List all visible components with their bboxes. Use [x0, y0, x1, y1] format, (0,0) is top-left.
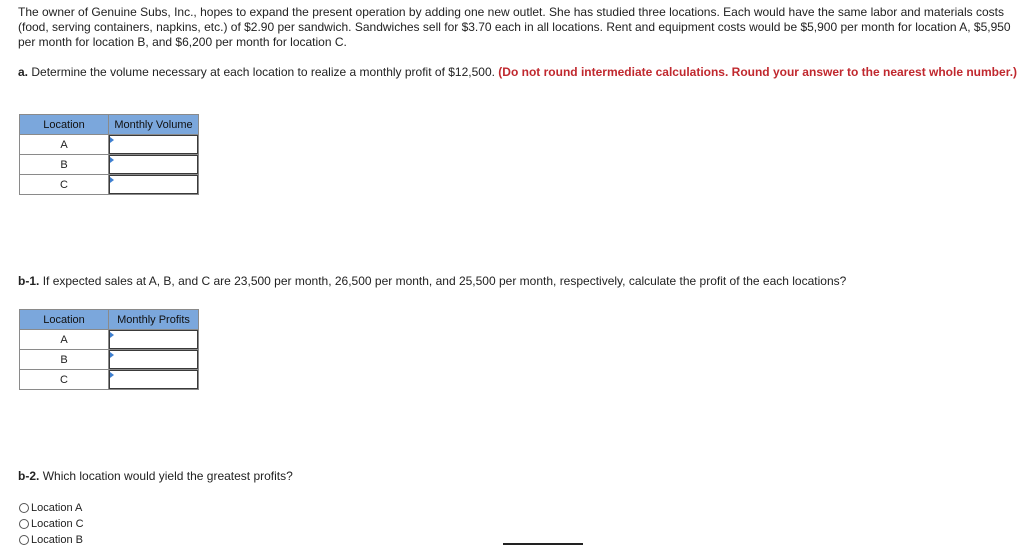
table-row: [20, 135, 199, 155]
radio-button[interactable]: [19, 519, 29, 529]
question-b2: [18, 469, 818, 484]
question-a: [18, 65, 1022, 80]
question-b1-label: b-1.: [18, 274, 40, 288]
radio-label: Location B: [31, 534, 83, 546]
profit-input-a[interactable]: [109, 330, 198, 349]
monthly-profits-table: [19, 309, 199, 390]
table-row: [20, 370, 199, 390]
divider-line: [503, 543, 583, 545]
column-header-monthly-profits: Monthly Profits: [109, 310, 199, 330]
column-header-location: Location: [20, 115, 109, 135]
volume-input-a[interactable]: [109, 135, 198, 154]
radio-label: Location A: [31, 502, 83, 514]
volume-cell: [109, 155, 199, 175]
volume-input-b[interactable]: [109, 155, 198, 174]
question-b1-text: If expected sales at A, B, and C are 23,500 per month, 26,500 per month, and 25,500 per month, respectively, calculate the profit of the each locations?: [42, 274, 847, 288]
profit-input-c[interactable]: [109, 370, 198, 389]
table-header-row: [20, 310, 199, 330]
table-row: [20, 155, 199, 175]
table-header-row: [20, 115, 199, 135]
location-cell: C: [20, 175, 109, 195]
radio-button[interactable]: [19, 503, 29, 513]
profit-cell: [109, 370, 199, 390]
location-radio-group: [19, 500, 84, 546]
question-b2-text: Which location would yield the greatest profits?: [42, 469, 293, 483]
profit-cell: [109, 330, 199, 350]
location-cell: B: [20, 350, 109, 370]
question-a-instruction: (Do not round intermediate calculations. Round your answer to the nearest whole number.): [498, 65, 1018, 79]
location-cell: A: [20, 135, 109, 155]
radio-label: Location C: [31, 518, 84, 530]
table-row: [20, 175, 199, 195]
question-a-label: a.: [18, 65, 29, 79]
table-row: [20, 330, 199, 350]
location-cell: B: [20, 155, 109, 175]
question-b2-label: b-2.: [18, 469, 40, 483]
radio-option-location-a[interactable]: [19, 500, 84, 516]
radio-option-location-b[interactable]: [19, 532, 84, 546]
location-cell: A: [20, 330, 109, 350]
radio-option-location-c[interactable]: [19, 516, 84, 532]
volume-input-c[interactable]: [109, 175, 198, 194]
volume-cell: [109, 135, 199, 155]
question-a-text: Determine the volume necessary at each location to realize a monthly profit of $12,500.: [31, 65, 495, 79]
column-header-monthly-volume: Monthly Volume: [109, 115, 199, 135]
monthly-volume-table: [19, 114, 199, 195]
radio-button[interactable]: [19, 535, 29, 545]
profit-input-b[interactable]: [109, 350, 198, 369]
volume-cell: [109, 175, 199, 195]
profit-cell: [109, 350, 199, 370]
question-b1: [18, 274, 1018, 289]
column-header-location: Location: [20, 310, 109, 330]
problem-statement: The owner of Genuine Subs, Inc., hopes to expand the present operation by adding one new outlet. She has studied three locations. Each would have the same labor and materials costs (food, serving containers, napkins, etc.) of $2.90 per sandwich. Sandwiches sell for $3.70 each in all locations. Rent and equipment costs would be $5,900 per month for location A, $5,950 per month for location B, and $6,200 per month for location C.: [18, 5, 1011, 49]
table-row: [20, 350, 199, 370]
location-cell: C: [20, 370, 109, 390]
